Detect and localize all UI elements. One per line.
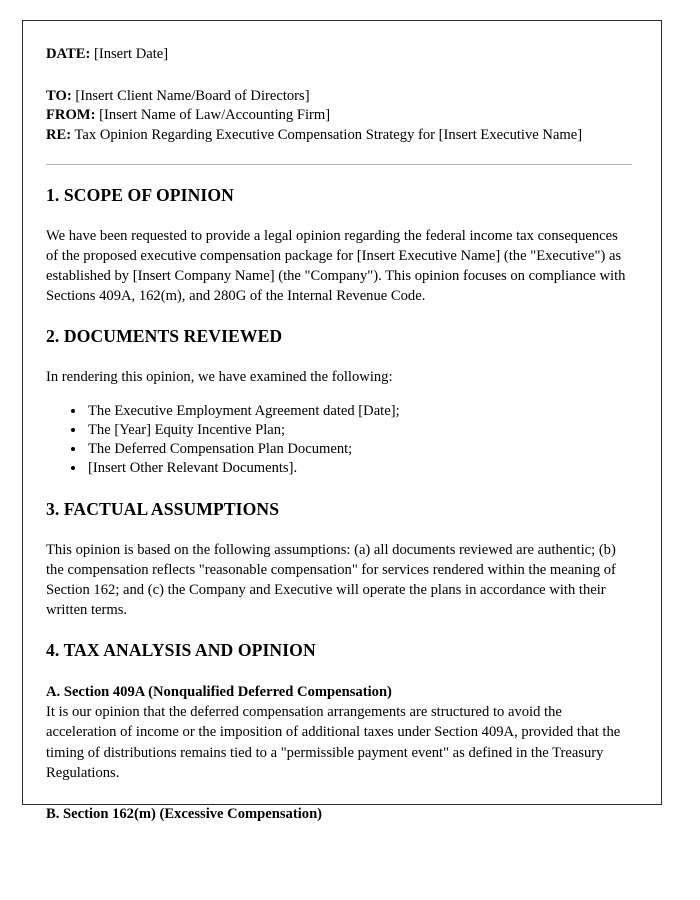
date-label: DATE:	[46, 46, 91, 62]
section-heading-documents: 2. DOCUMENTS REVIEWED	[46, 326, 283, 347]
section-body-scope: We have been requested to provide a legal opinion regarding the federal income tax consequences of the proposed executive compensation package for [Insert Executive Name] (the "Executive") as established by [Insert Company Name] (the "Company"). This opinion focuses on compliance with Sections 409A, 162(m), and 280G of the Internal Revenue Code.	[46, 227, 626, 305]
re-label: RE:	[46, 127, 72, 144]
section-heading-scope: 1. SCOPE OF OPINION	[46, 184, 234, 205]
date-value: [Insert Date]	[93, 46, 169, 62]
to-value: [Insert Client Name/Board of Directors]	[75, 87, 310, 104]
header-divider	[46, 164, 632, 165]
section-heading-analysis: 4. TAX ANALYSIS AND OPINION	[46, 640, 316, 661]
subsection-heading-162m: B. Section 162(m) (Excessive Compensation)	[46, 805, 323, 822]
documents-reviewed-list	[46, 402, 632, 479]
document-page	[22, 20, 662, 822]
list-item: • The [Year] Equity Incentive Plan;	[86, 421, 632, 440]
subsection-body-409a: It is our opinion that the deferred compensation arrangements are structured to avoid the acceleration of income or the imposition of additional taxes under Section 409A, provided that the timing of distributions remains tied to a "permissible payment event" as defined in the Treasury Regulations.	[46, 704, 621, 781]
subsection-heading-409a: A. Section 409A (Nonqualified Deferred Compensation)	[46, 684, 392, 701]
from-label: FROM:	[46, 107, 96, 124]
section-heading-assumptions: 3. FACTUAL ASSUMPTIONS	[46, 498, 280, 519]
section-intro-documents: In rendering this opinion, we have examined the following:	[46, 369, 393, 386]
section-body-assumptions: This opinion is based on the following assumptions: (a) all documents reviewed are authentic; (b) the compensation reflects "reasonable compensation" for services rendered within the meaning of Section 162; and (c) the Company and Executive will operate the plans in accordance with their written terms.	[46, 541, 616, 619]
to-label: TO:	[46, 87, 72, 104]
memo-date-line	[46, 45, 632, 65]
document-body	[23, 21, 661, 824]
from-value: [Insert Name of Law/Accounting Firm]	[99, 107, 331, 124]
list-item: • The Deferred Compensation Plan Document;	[86, 440, 632, 459]
memo-header	[46, 45, 632, 146]
re-value: Tax Opinion Regarding Executive Compensation Strategy for [Insert Executive Name]	[74, 127, 583, 144]
list-item: • The Executive Employment Agreement dated [Date];	[86, 402, 632, 421]
memo-to-line	[46, 87, 632, 107]
memo-from-line	[46, 106, 632, 126]
memo-re-line	[46, 126, 632, 146]
list-item: • [Insert Other Relevant Documents].	[86, 459, 632, 478]
